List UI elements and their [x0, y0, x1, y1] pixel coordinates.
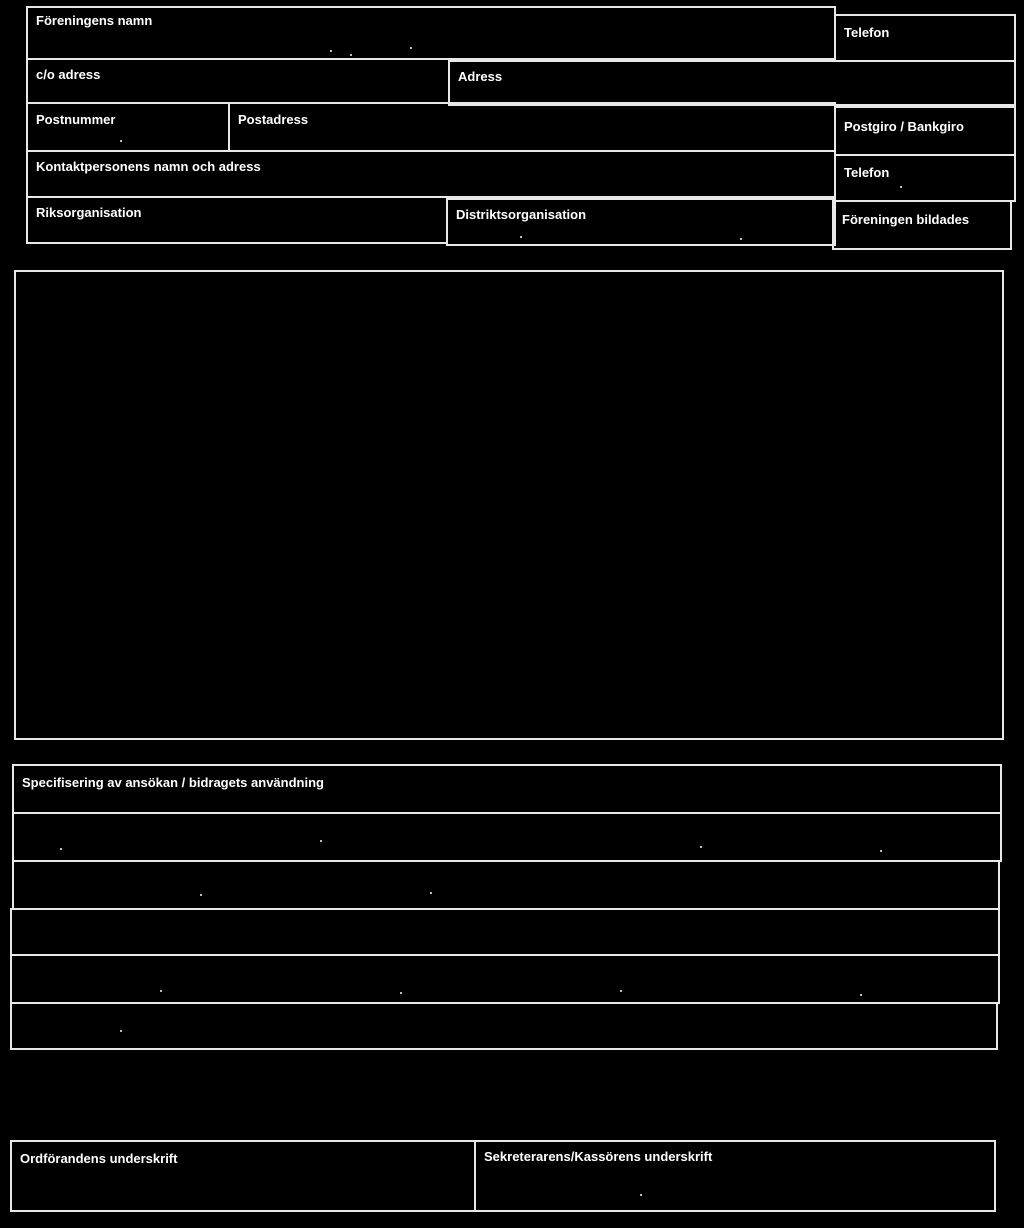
postal-code-label: Postnummer: [36, 112, 116, 127]
specification-row-4[interactable]: [10, 954, 1000, 1004]
district-org-field[interactable]: [446, 198, 836, 246]
postal-address-field[interactable]: [228, 102, 836, 152]
care-of-address-label: c/o adress: [36, 67, 101, 82]
description-area[interactable]: [14, 270, 1004, 740]
address-field[interactable]: [448, 60, 1016, 106]
national-org-label: Riksorganisation: [36, 205, 142, 220]
phone-label-1: Telefon: [844, 25, 890, 40]
specification-row-3[interactable]: [10, 908, 1000, 956]
address-label: Adress: [458, 69, 503, 84]
association-name-label: Föreningens namn: [36, 13, 153, 28]
phone-label-2: Telefon: [844, 165, 890, 180]
phone-field-1[interactable]: [834, 14, 1016, 62]
contact-person-field[interactable]: [26, 150, 836, 198]
district-org-label: Distriktsorganisation: [456, 207, 587, 222]
phone-field-2[interactable]: [834, 154, 1016, 202]
founded-field[interactable]: [832, 200, 1012, 250]
chair-signature-label: Ordförandens underskrift: [20, 1151, 178, 1166]
giro-field[interactable]: [834, 106, 1016, 156]
secretary-signature-field[interactable]: [474, 1140, 996, 1212]
founded-label: Föreningen bildades: [842, 212, 970, 227]
specification-row-2[interactable]: [12, 860, 1000, 910]
contact-person-label: Kontaktpersonens namn och adress: [36, 159, 261, 174]
association-name-field[interactable]: [26, 6, 836, 60]
national-org-field[interactable]: [26, 196, 448, 244]
postal-code-field[interactable]: [26, 102, 230, 152]
specification-row-5[interactable]: [10, 1002, 998, 1050]
postal-address-label: Postadress: [238, 112, 309, 127]
specification-title: Specifisering av ansökan / bidragets användning: [22, 775, 324, 790]
chair-signature-field[interactable]: [10, 1140, 476, 1212]
specification-row-1[interactable]: [12, 812, 1002, 862]
specification-header: [12, 764, 1002, 814]
care-of-address-field[interactable]: [26, 58, 450, 104]
secretary-signature-label: Sekreterarens/Kassörens underskrift: [484, 1149, 713, 1164]
giro-label: Postgiro / Bankgiro: [844, 119, 964, 134]
